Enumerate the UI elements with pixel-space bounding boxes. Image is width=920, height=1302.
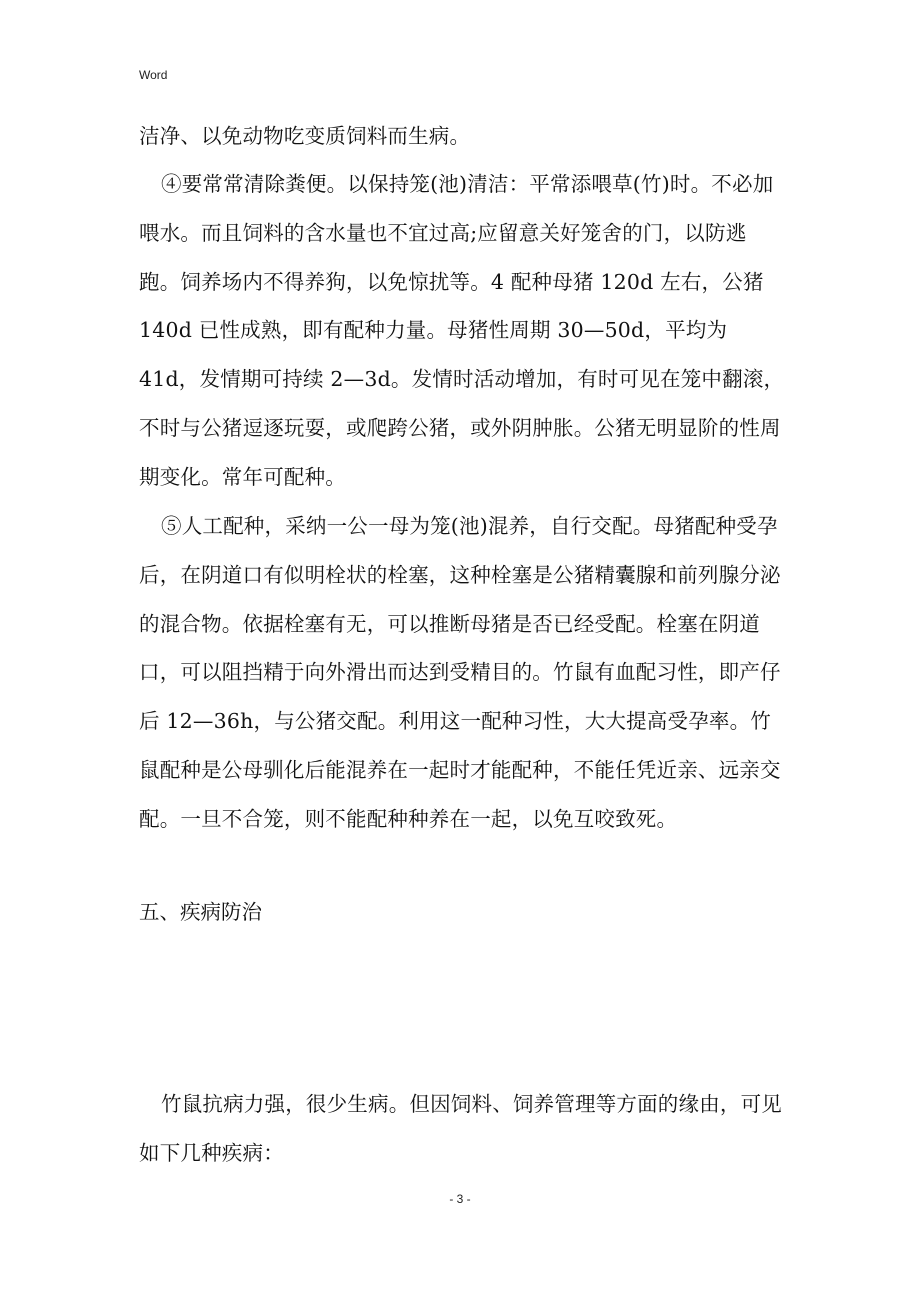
paragraph-3: ⑤人工配种，采纳一公一母为笼(池)混养，自行交配。母猪配种受孕后，在阴道口有似明栓状的栓塞，这种栓塞是公猪精囊腺和前列腺分泌的混合物。依据栓塞有无，可以推断母猪是否已经受配。栓塞在阴道口，可以阻挡精于向外滑出而达到受精目的。竹鼠有血配习性，即产仔后 12—36h，与公猪交配。利用这一配种习性，大大提高受孕率。竹鼠配种是公母驯化后能混养在一起时才能配种，不能任凭近亲、远亲交配。一旦不合笼，则不能配种种养在一起，以免互咬致死。: [139, 514, 781, 831]
page-header: Word: [139, 68, 168, 82]
paragraph-2: ④要常常清除粪便。以保持笼(池)清洁：平常添喂草(竹)时。不必加喂水。而且饲料的含水量也不宜过高;应留意关好笼舍的门，以防逃跑。饲养场内不得养狗，以免惊扰等。4 配种母猪 120d 左右，公猪 140d 已性成熟，即有配种力量。母猪性周期 30—50d，平均为 41d，发情期可持续 2—3d。发情时活动增加，有时可见在笼中翻滚，不时与公猪逗逐玩耍，或爬跨公猪，或外阴肿胀。公猪无明显阶的性周期变化。常年可配种。: [139, 172, 785, 489]
page-number: - 3 -: [449, 1192, 471, 1206]
section-heading: 五、疾病防治: [139, 900, 262, 924]
paragraph-4: 竹鼠抗病力强，很少生病。但因饲料、饲养管理等方面的缘由，可见如下几种疾病：: [139, 1092, 782, 1165]
paragraph-1: 洁净、以免动物吃变质饲料而生病。: [139, 124, 471, 148]
